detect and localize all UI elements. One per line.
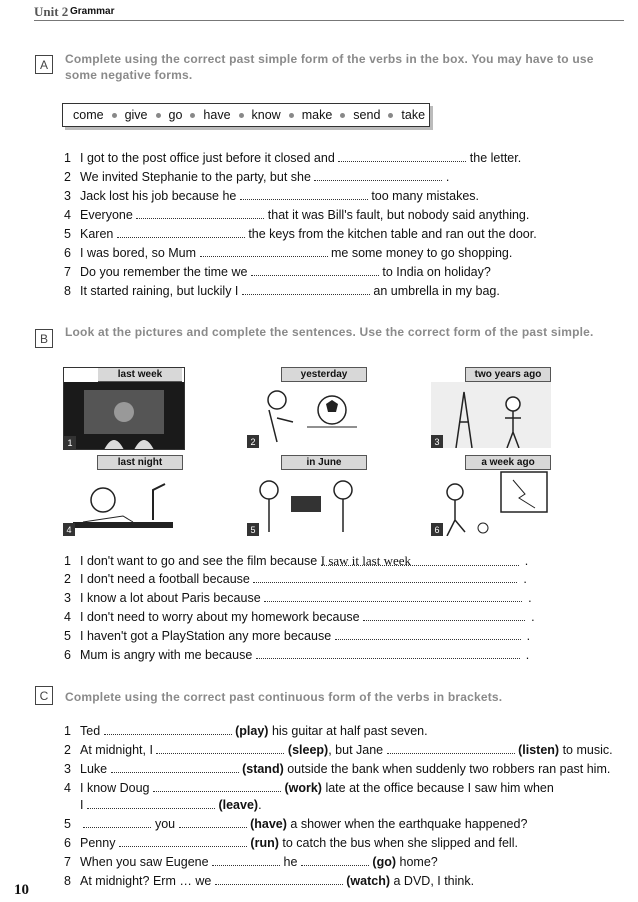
picture-label: last night: [97, 455, 183, 470]
answer-blank[interactable]: [387, 741, 515, 754]
playstation-trade-illustration: [247, 470, 367, 536]
section-c-letter: C: [35, 686, 53, 705]
exercise-a-item: [64, 244, 512, 263]
item-number: 6: [64, 246, 71, 260]
item-text: the letter.: [469, 151, 522, 165]
picture-3: [431, 367, 551, 448]
verb-prompt: (run): [250, 836, 279, 850]
item-text: Luke: [80, 762, 108, 776]
item-text: I don't want to go and see the film because: [80, 554, 318, 568]
answer-blank[interactable]: [338, 149, 466, 162]
item-number: 5: [64, 629, 71, 643]
item-text: to India on holiday?: [382, 265, 491, 279]
bullet-icon: [156, 113, 161, 118]
exercise-c-item: [64, 722, 428, 741]
answer-blank[interactable]: [215, 872, 343, 885]
picture-number: 2: [247, 435, 259, 448]
answer-blank[interactable]: [119, 834, 247, 847]
item-text: .: [526, 629, 531, 643]
item-text: outside the bank when suddenly two robbers ran past him.: [287, 762, 611, 776]
exercise-b-item: [64, 551, 528, 571]
bullet-icon: [289, 113, 294, 118]
header-rule: [34, 20, 624, 21]
answer-blank[interactable]: [87, 796, 215, 809]
verb-prompt: (play): [235, 724, 269, 738]
word: send: [353, 108, 381, 122]
exercise-c-item: [64, 815, 527, 834]
picture-4: [63, 455, 183, 536]
item-text: .: [525, 648, 530, 662]
item-text: late at the office because I saw him when: [325, 781, 554, 795]
bullet-icon: [340, 113, 345, 118]
word-box: [62, 103, 430, 127]
answer-blank[interactable]: [104, 722, 232, 735]
item-text: that it was Bill's fault, but nobody said anything.: [267, 208, 530, 222]
word: come: [73, 108, 104, 122]
item-text: home?: [399, 855, 438, 869]
picture-1: [63, 367, 185, 450]
item-number: 1: [64, 724, 71, 738]
item-text: I got to the post office just before it closed and: [80, 151, 335, 165]
exercise-b-item: [64, 608, 535, 627]
exercise-a-item: [64, 168, 449, 187]
unit-label: Unit 2: [34, 4, 69, 19]
answer-blank[interactable]: [117, 225, 245, 238]
answer-blank[interactable]: [256, 646, 520, 659]
answer-blank[interactable]: [83, 815, 151, 828]
picture-2: [247, 367, 367, 448]
item-text: I was bored, so Mum: [80, 246, 197, 260]
item-text: Karen: [80, 227, 114, 241]
exercise-b-item: [64, 570, 527, 589]
picture-number: 3: [431, 435, 443, 448]
exercise-b-item: [64, 646, 529, 665]
word: have: [203, 108, 231, 122]
bullet-icon: [190, 113, 195, 118]
answer-blank[interactable]: [111, 760, 239, 773]
item-text: his guitar at half past seven.: [271, 724, 428, 738]
verb-prompt: (have): [250, 817, 287, 831]
section-a-instruction: Complete using the correct past simple form of the verbs in the box. You may have to use some negative forms.: [65, 52, 594, 82]
bullet-icon: [112, 113, 117, 118]
item-number: 2: [64, 170, 71, 184]
item-text: Jack lost his job because he: [80, 189, 237, 203]
section-a-letter: A: [35, 55, 53, 74]
item-text: At midnight? Erm … we: [80, 874, 212, 888]
item-text: Do you remember the time we: [80, 265, 248, 279]
item-text: It started raining, but luckily I: [80, 284, 239, 298]
item-text: Ted: [80, 724, 101, 738]
answer-blank[interactable]: [242, 282, 370, 295]
answer-blank[interactable]: [251, 263, 379, 276]
exercise-c-item: [64, 741, 613, 760]
item-text: a shower when the earthquake happened?: [290, 817, 528, 831]
item-text: We invited Stephanie to the party, but she: [80, 170, 311, 184]
exercise-a-item: [64, 225, 537, 244]
answer-blank[interactable]: [153, 779, 281, 792]
item-text: he: [283, 855, 298, 869]
verb-prompt: (sleep): [287, 743, 329, 757]
exercise-b-item: [64, 589, 532, 608]
item-text: .: [528, 591, 532, 605]
item-number: 4: [64, 208, 71, 222]
item-number: 5: [64, 227, 71, 241]
item-number: 6: [64, 836, 71, 850]
item-text: .: [445, 170, 450, 184]
item-number: 1: [64, 554, 71, 568]
homework-illustration: [63, 470, 183, 536]
section-c-instruction: Complete using the correct past continuous form of the verbs in brackets.: [65, 690, 503, 704]
item-text: Penny: [80, 836, 116, 850]
item-text: too many mistakes.: [371, 189, 479, 203]
item-text: you: [154, 817, 176, 831]
verb-prompt: (go): [372, 855, 397, 869]
verb-prompt: (leave): [218, 798, 259, 812]
exercise-c-item: [64, 834, 518, 853]
item-number: 6: [64, 648, 71, 662]
picture-number: 6: [431, 523, 443, 536]
item-number: 4: [64, 781, 71, 795]
item-number: 8: [64, 284, 71, 298]
word: know: [251, 108, 281, 122]
answer-blank[interactable]: [156, 741, 284, 754]
exercise-a-item: [64, 282, 500, 301]
answer-blank[interactable]: [240, 187, 368, 200]
item-number: 4: [64, 610, 71, 624]
word: make: [301, 108, 333, 122]
verb-prompt: (stand): [242, 762, 284, 776]
page-number: 10: [14, 882, 29, 898]
bullet-icon: [239, 113, 244, 118]
exercise-a-item: [64, 187, 479, 206]
item-text: to catch the bus when she slipped and fell.: [282, 836, 518, 850]
picture-6: [431, 455, 551, 536]
item-number: 3: [64, 762, 71, 776]
item-text: I: [80, 798, 84, 812]
picture-5: [247, 455, 367, 536]
exercise-c-item: [64, 760, 610, 779]
item-text: I know Doug: [80, 781, 150, 795]
word: give: [124, 108, 148, 122]
broken-window-illustration: [431, 470, 551, 536]
item-text: I don't need a football because: [80, 572, 250, 586]
picture-label: a week ago: [465, 455, 551, 470]
answer-blank[interactable]: [314, 168, 442, 181]
answer-blank[interactable]: [301, 853, 369, 866]
item-text: When you saw Eugene: [80, 855, 209, 869]
paris-illustration: [431, 382, 551, 448]
handwritten-answer: I saw it last week: [320, 553, 412, 568]
item-number: 5: [64, 817, 71, 831]
picture-label: in June: [281, 455, 367, 470]
item-text: me some money to go shopping.: [330, 246, 513, 260]
picture-number: 1: [64, 436, 76, 449]
item-text: .: [531, 610, 535, 624]
answer-blank[interactable]: [335, 627, 521, 640]
section-b-instruction: Look at the pictures and complete the sentences. Use the correct form of the past simple.: [65, 325, 594, 339]
football-gift-illustration: [247, 382, 367, 448]
exercise-c-item-continued: [80, 796, 262, 815]
item-text: At midnight, I: [80, 743, 153, 757]
picture-label: yesterday: [281, 367, 367, 382]
item-text: I know a lot about Paris because: [80, 591, 261, 605]
item-text: a DVD, I think.: [393, 874, 475, 888]
word: go: [168, 108, 183, 122]
exercise-b-item: [64, 627, 530, 646]
item-number: 7: [64, 265, 71, 279]
item-number: 2: [64, 743, 71, 757]
item-text: , but Jane: [328, 743, 384, 757]
bullet-icon: [388, 113, 393, 118]
exercise-a-item: [64, 149, 521, 168]
picture-label: last week: [98, 368, 182, 382]
answer-blank[interactable]: [264, 589, 522, 602]
item-text: Mum is angry with me because: [80, 648, 253, 662]
item-text: to music.: [562, 743, 613, 757]
verb-prompt: (work): [284, 781, 322, 795]
verb-prompt: (listen): [518, 743, 560, 757]
item-text: Everyone: [80, 208, 133, 222]
answer-blank[interactable]: [253, 570, 517, 583]
cinema-scene-illustration: [64, 382, 184, 450]
answer-blank[interactable]: [363, 608, 525, 621]
answer-blank[interactable]: [136, 206, 264, 219]
section-label: Grammar: [70, 6, 115, 17]
picture-number: 5: [247, 523, 259, 536]
item-text: an umbrella in my bag.: [373, 284, 500, 298]
picture-label: two years ago: [465, 367, 551, 382]
item-text: I don't need to worry about my homework because: [80, 610, 360, 624]
section-b-letter: B: [35, 329, 53, 348]
picture-number: 4: [63, 523, 75, 536]
item-number: 8: [64, 874, 71, 888]
item-number: 3: [64, 591, 71, 605]
exercise-a-item: [64, 206, 529, 225]
item-number: 2: [64, 572, 71, 586]
exercise-a-item: [64, 263, 491, 282]
answer-blank[interactable]: [212, 853, 280, 866]
answer-blank[interactable]: [179, 815, 247, 828]
item-text: .: [524, 554, 529, 568]
answer-blank[interactable]: [200, 244, 328, 257]
item-text: I haven't got a PlayStation any more because: [80, 629, 332, 643]
answer-blank[interactable]: [321, 551, 519, 566]
item-number: 7: [64, 855, 71, 869]
word: take: [401, 108, 426, 122]
item-text: .: [523, 572, 527, 586]
item-number: 3: [64, 189, 71, 203]
exercise-c-item: [64, 853, 438, 872]
item-text: .: [258, 798, 262, 812]
item-text: the keys from the kitchen table and ran out the door.: [248, 227, 537, 241]
verb-prompt: (watch): [346, 874, 391, 888]
exercise-c-item: [64, 872, 474, 891]
item-number: 1: [64, 151, 71, 165]
